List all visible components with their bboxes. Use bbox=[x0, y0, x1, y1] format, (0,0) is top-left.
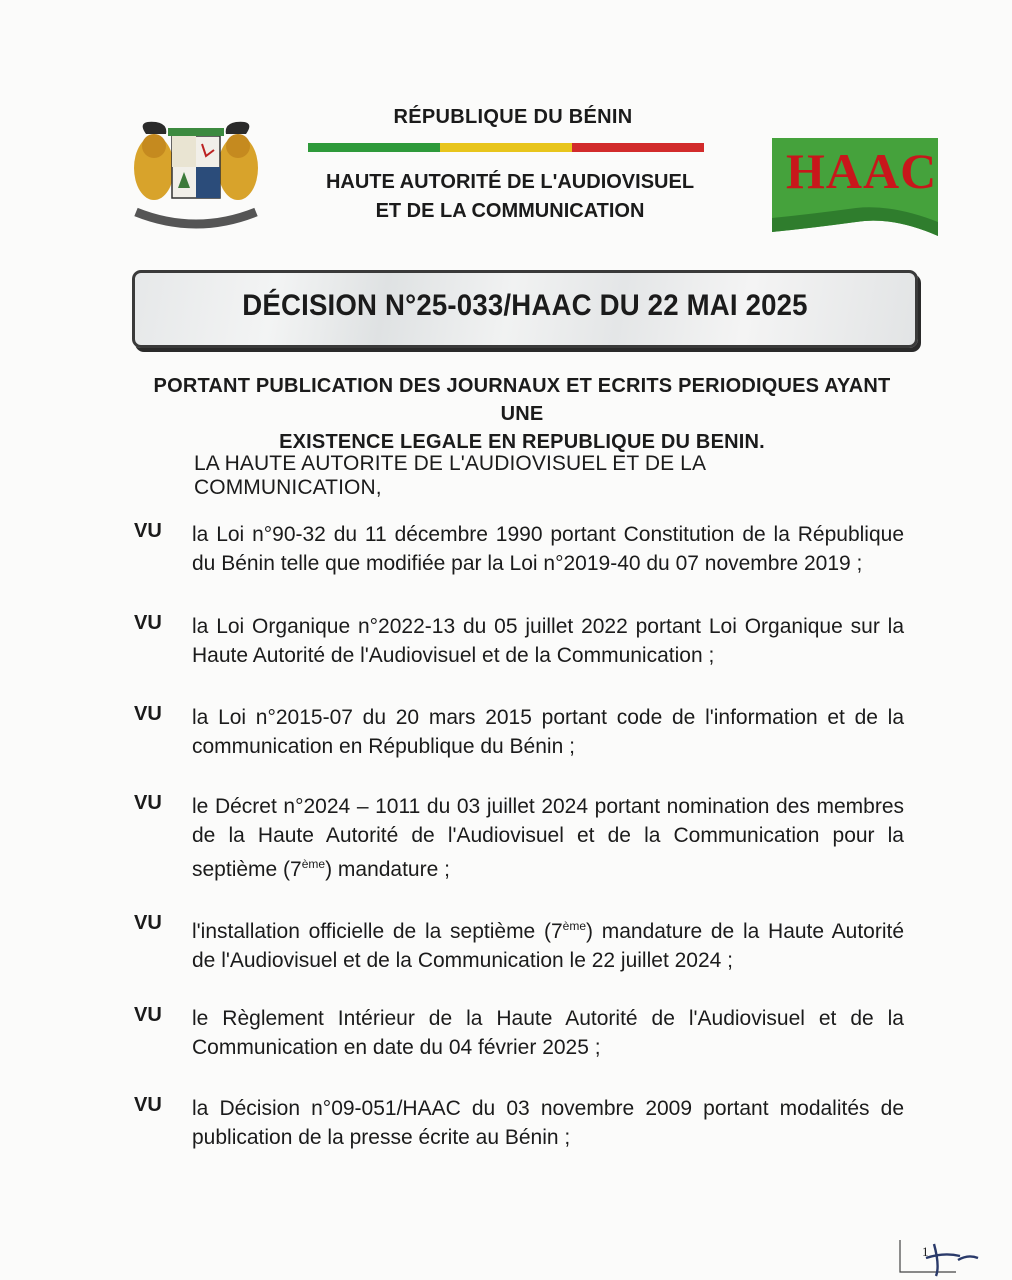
republic-title: RÉPUBLIQUE DU BÉNIN bbox=[393, 106, 633, 128]
page-number: 1 bbox=[922, 1244, 929, 1259]
authority-name bbox=[300, 168, 720, 226]
consideration-text: le Règlement Intérieur de la Haute Autorité de l'Audiovisuel et de la Communication en date du 04 février 2025 ; bbox=[192, 1007, 904, 1059]
flag-yellow bbox=[440, 143, 572, 152]
coat-of-arms-icon bbox=[126, 116, 266, 236]
decision-title: DÉCISION N°25-033/HAAC DU 22 MAI 2025 bbox=[242, 289, 808, 322]
decision-title-box bbox=[132, 270, 918, 348]
consideration-label: VU bbox=[134, 520, 162, 542]
initials-signature-icon bbox=[896, 1232, 992, 1280]
consideration-text-part: l'installation officielle de la septième (7 bbox=[192, 920, 563, 943]
consideration-text-part: ) mandature de la Haute Autorité de l'Audiovisuel et de la Communication le 22 juillet 2024 ; bbox=[192, 920, 905, 972]
ordinal-superscript: ème bbox=[562, 919, 586, 933]
consideration-text-part: ) mandature ; bbox=[325, 858, 450, 881]
authority-line-1: HAUTE AUTORITÉ DE L'AUDIOVISUEL bbox=[325, 171, 695, 193]
consideration-text: la Loi n°90-32 du 11 décembre 1990 portant Constitution de la République du Bénin telle que modifiée par la Loi n°2019-40 du 07 novembre 2019 ; bbox=[192, 523, 904, 575]
consideration-text-part: le Décret n°2024 – 1011 du 03 juillet 2024 portant nomination des membres de la Haute Autorité de l'Audiovisuel et de la Communication pour la septième (7 bbox=[192, 795, 904, 881]
ordinal-superscript: ème bbox=[301, 857, 326, 871]
consideration-label: VU bbox=[134, 1004, 162, 1026]
flag-stripe bbox=[308, 143, 704, 152]
consideration-label: VU bbox=[134, 612, 162, 634]
consideration-text bbox=[192, 792, 904, 884]
consideration-text: la Décision n°09-051/HAAC du 03 novembre 2009 portant modalités de publication de la presse écrite au Bénin ; bbox=[192, 1097, 904, 1149]
consideration-label: VU bbox=[134, 912, 162, 934]
decision-subject bbox=[130, 372, 914, 456]
consideration-label: VU bbox=[134, 1094, 162, 1116]
consideration-label: VU bbox=[134, 792, 162, 814]
authority-statement: LA HAUTE AUTORITE DE L'AUDIOVISUEL ET DE LA COMMUNICATION, bbox=[194, 452, 705, 499]
authority-line-2: ET DE LA COMMUNICATION bbox=[375, 200, 645, 222]
consideration-label: VU bbox=[134, 703, 162, 725]
flag-red bbox=[572, 143, 704, 152]
consideration-text bbox=[192, 912, 904, 975]
subject-line-2: EXISTENCE LEGALE EN REPUBLIQUE DU BENIN. bbox=[279, 431, 765, 453]
flag-green bbox=[308, 143, 440, 152]
consideration-text: la Loi n°2015-07 du 20 mars 2015 portant code de l'information et de la communication en République du Bénin ; bbox=[192, 706, 904, 758]
haac-logo-text: HAAC bbox=[786, 143, 938, 199]
consideration-text: la Loi Organique n°2022-13 du 05 juillet 2022 portant Loi Organique sur la Haute Autorité de l'Audiovisuel et de la Communication ; bbox=[192, 615, 904, 667]
subject-line-1: PORTANT PUBLICATION DES JOURNAUX ET ECRITS PERIODIQUES AYANT UNE bbox=[153, 375, 891, 425]
